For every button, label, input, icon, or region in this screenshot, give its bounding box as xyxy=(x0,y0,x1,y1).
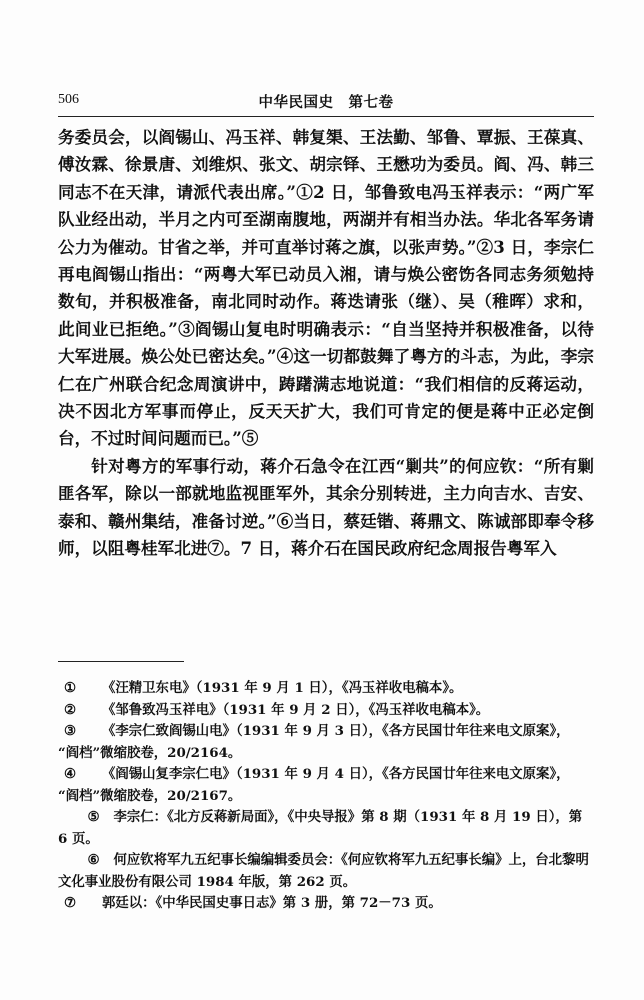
footnote-text: 《阎锡山复李宗仁电》（1931 年 9 月 4 日），《各方民国廿年往来电文原案》， xyxy=(102,766,570,782)
body-paragraph: 针对粤方的军事行动，蒋介石急令在江西“剿共”的何应钦：“所有剿匪各军，除以一部就地监视匪军外，其余分别转进，主力向吉水、吉安、泰和、赣州集结，准备讨逆。”⑥当日，蔡廷锴、蒋鼎文、陈诚部即奉令移师，以阻粤桂军北进⑦。7 日，蒋介石在国民政府纪念周报告粤军入 xyxy=(58,455,594,559)
footnote-marker: ② xyxy=(64,701,77,718)
page-number: 506 xyxy=(58,92,79,107)
footnote xyxy=(58,807,594,850)
footnote-text: 《邹鲁致冯玉祥电》（1931 年 9 月 2 日），《冯玉祥收电稿本》。 xyxy=(102,701,490,718)
footnote-marker: ⑤ xyxy=(87,809,100,825)
footnote xyxy=(58,700,594,722)
footnote-text: 《李宗仁致阎锡山电》（1931 年 9 月 3 日），《各方民国廿年往来电文原案》， xyxy=(102,723,570,739)
footnote-marker: ① xyxy=(64,680,77,696)
footnote xyxy=(58,893,594,915)
footnote-text: 李宗仁：《北方反蒋新局面》，《中央导报》第 8 期（1931 年 8 月 19 日），第 6 页。 xyxy=(58,809,583,847)
running-title: 中华民国史 第七卷 xyxy=(258,95,394,111)
footnote-marker: ③ xyxy=(64,723,77,739)
page-header xyxy=(58,88,594,117)
footnote-text-continued: “阎档”微缩胶卷，20/2167。 xyxy=(58,787,242,804)
footnote-marker: ⑦ xyxy=(64,895,77,911)
footnote xyxy=(58,678,594,700)
footnote-text: 《汪精卫东电》（1931 年 9 月 1 日），《冯玉祥收电稿本》。 xyxy=(102,680,463,696)
footnote-marker: ④ xyxy=(64,766,77,782)
body-text xyxy=(58,124,594,563)
footnote-marker: ⑥ xyxy=(87,852,100,868)
footnote xyxy=(58,764,594,807)
footnote xyxy=(58,721,594,764)
body-paragraph: 务委员会，以阎锡山、冯玉祥、韩复榘、王法勤、邹鲁、覃振、王葆真、傅汝霖、徐景唐、刘维炽、张文、胡宗铎、王懋功为委员。阎、冯、韩三同志不在天津，请派代表出席。”①2 日，邹鲁致电冯玉祥表示：“两广军队业经出动，半月之内可至湖南腹地，两湖并有相当办法。华北各军务请公力为催动。甘省之举，并可直举讨蒋之旗，以张声势。”②3 日，李宗仁再电阎锡山指出：“两粤大军已动员入湘，请与焕公密饬各同志务须勉持数旬，并积极准备，南北同时动作。蒋迭请张（继）、吴（稚晖）求和，此间业已拒绝。”③阎锡山复电时明确表示：“自当坚持并积极准备，以待大军进展。焕公处已密达矣。”④这一切都鼓舞了粤方的斗志，为此，李宗仁在广州联合纪念周演讲中，踌躇满志地说道：“我们相信的反蒋运动，决不因北方军事而停止，反天天扩大，我们可肯定的便是蒋中正必定倒台，不过时间问题而已。”⑤ xyxy=(58,127,594,449)
footnote-text: 郭廷以：《中华民国史事日志》第 3 册，第 72－73 页。 xyxy=(102,895,442,911)
footnotes xyxy=(58,678,594,915)
footnote-text: 何应钦将军九五纪事长编编辑委员会：《何应钦将军九五纪事长编》上，台北黎明文化事业股份有限公司 1984 年版，第 262 页。 xyxy=(58,852,589,890)
footnote-divider xyxy=(58,661,184,662)
footnote-text-continued: “阎档”微缩胶卷，20/2164。 xyxy=(58,744,242,761)
footnote xyxy=(58,850,594,893)
